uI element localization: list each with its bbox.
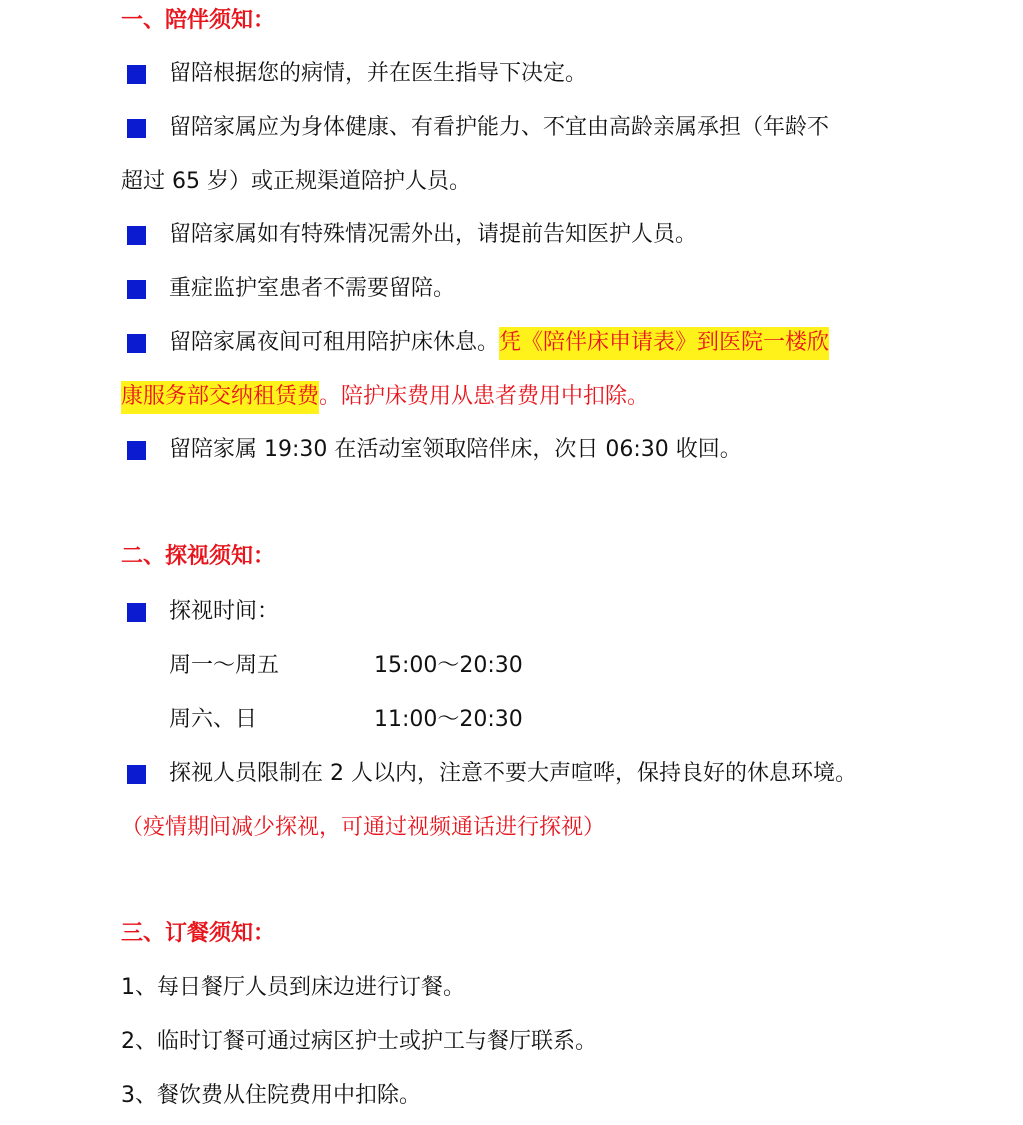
list-item: 3、餐饮费从住院费用中扣除。: [121, 1083, 421, 1108]
schedule-time: 15:00～20:30: [374, 653, 523, 678]
bullet-square: [127, 334, 146, 353]
bullet-square: [127, 119, 146, 138]
section-title-accompany: 一、陪伴须知：: [121, 8, 276, 33]
list-item: [169, 327, 829, 359]
highlighted-instruction: 凭《陪伴床申请表》到医院一楼欣: [499, 327, 829, 360]
bullet-square: [127, 226, 146, 245]
bullet-square: [127, 280, 146, 299]
list-item-continuation: 超过 65 岁）或正规渠道陪护人员。: [121, 169, 471, 194]
pandemic-note: （疫情期间减少探视，可通过视频通话进行探视）: [121, 815, 606, 840]
bullet-square: [127, 603, 146, 622]
list-item: 探视人员限制在 2 人以内，注意不要大声喧哗，保持良好的休息环境。: [169, 761, 857, 786]
punctuation: 。: [319, 384, 342, 409]
bullet-square: [127, 65, 146, 84]
schedule-days: 周一～周五: [169, 653, 280, 678]
list-item: 留陪家属如有特殊情况需外出，请提前告知医护人员。: [169, 222, 698, 247]
highlighted-instruction: 康服务部交纳租赁费: [121, 381, 319, 414]
bullet-square: [127, 441, 146, 460]
list-item: 留陪家属 19:30 在活动室领取陪伴床，次日 06:30 收回。: [169, 437, 742, 462]
list-item: 留陪家属应为身体健康、有看护能力、不宜由高龄亲属承担（年龄不: [169, 115, 830, 140]
bed-rental-text: 留陪家属夜间可租用陪护床休息。: [169, 330, 500, 355]
schedule-time: 11:00～20:30: [374, 707, 523, 732]
schedule-days: 周六、日: [169, 707, 258, 732]
bullet-square: [127, 765, 146, 784]
list-item: 留陪根据您的病情，并在医生指导下决定。: [169, 61, 588, 86]
schedule-row: [169, 704, 769, 736]
fee-deduction-note: 陪护床费用从患者费用中扣除。: [341, 384, 650, 409]
visit-time-label: 探视时间：: [169, 599, 280, 624]
list-item: 2、临时订餐可通过病区护士或护工与餐厅联系。: [121, 1029, 597, 1054]
section-title-meal: 三、订餐须知：: [121, 921, 276, 946]
list-item-continuation: [121, 381, 649, 413]
section-title-visiting: 二、探视须知：: [121, 544, 276, 569]
schedule-row: [169, 650, 769, 682]
list-item: 重症监护室患者不需要留陪。: [169, 276, 456, 301]
list-item: 1、每日餐厅人员到床边进行订餐。: [121, 975, 465, 1000]
